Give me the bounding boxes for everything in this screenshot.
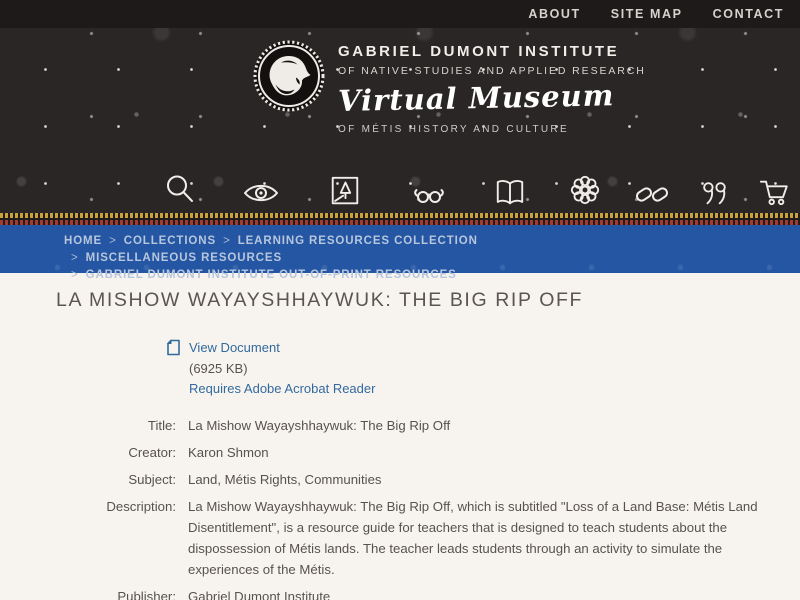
- breadcrumb-link[interactable]: MISCELLANEOUS RESOURCES: [85, 252, 283, 264]
- field-label: Publisher:: [117, 588, 176, 600]
- metadata-row: [56, 469, 760, 490]
- document-page-icon: [166, 339, 181, 356]
- field-value: Karon Shmon: [188, 444, 269, 460]
- open-book-icon: [493, 168, 527, 208]
- site-map-link[interactable]: SITE MAP: [610, 7, 683, 21]
- about-link[interactable]: ABOUT: [528, 7, 581, 21]
- metadata-row: [56, 415, 760, 436]
- breadcrumb-link[interactable]: COLLECTIONS: [123, 235, 217, 247]
- field-label: Description:: [106, 498, 176, 514]
- metadata-row: [56, 496, 760, 580]
- acrobat-reader-link[interactable]: Requires Adobe Acrobat Reader: [189, 381, 376, 396]
- breadcrumb-separator: >: [109, 235, 117, 247]
- metadata-list: [56, 415, 760, 600]
- page-title: LA MISHOW WAYAYSHHAYWUK: THE BIG RIP OFF: [56, 289, 584, 311]
- metadata-row: [56, 442, 760, 463]
- site-header: [0, 0, 800, 213]
- breadcrumb-item: [64, 250, 282, 267]
- breadcrumb-bar: [0, 225, 800, 281]
- brand-text: [338, 39, 646, 135]
- main-nav: [148, 168, 800, 213]
- eye-icon: [242, 168, 280, 208]
- field-value: La Mishow Wayayshhaywuk: The Big Rip Off, which is subtitled "Loss of a Land Base: Métis Land Disentitlement", is a resource guide for teachers that is designed to teach students about the dispossession of Métis lands. The teacher leads students through an activity to simulate the experiences of the Métis.: [188, 498, 758, 577]
- field-value: Land, Métis Rights, Communities: [188, 471, 382, 487]
- topbar: [0, 0, 800, 28]
- breadcrumb-link[interactable]: GABRIEL DUMONT INSTITUTE OUT-OF-PRINT RESOURCES: [85, 269, 457, 281]
- view-document-line: [166, 339, 760, 357]
- field-value: La Mishow Wayayshhaywuk: The Big Rip Off: [188, 417, 451, 433]
- quotation-marks-icon: [698, 168, 730, 208]
- breadcrumb-item: [102, 233, 216, 250]
- field-label: Creator:: [128, 444, 176, 460]
- glasses-icon: [410, 168, 448, 208]
- field-label: Title:: [147, 417, 176, 433]
- picture-frame-icon: [328, 168, 362, 208]
- nav-item-michif-tools[interactable]: [478, 168, 544, 213]
- beaded-separator: [0, 213, 800, 225]
- breadcrumb-separator: >: [71, 269, 79, 281]
- breadcrumb-link[interactable]: HOME: [64, 235, 103, 247]
- museum-tagline: OF MÉTIS HISTORY AND CULTURE: [338, 124, 569, 135]
- nav-item-shop[interactable]: [750, 168, 800, 213]
- breadcrumb-separator: >: [71, 252, 79, 264]
- institute-tagline: OF NATIVE STUDIES AND APPLIED RESEARCH: [338, 65, 646, 77]
- shopping-cart-icon: [758, 168, 792, 208]
- nav-item-search[interactable]: [148, 168, 212, 213]
- record-content: [0, 273, 800, 600]
- breadcrumb-link[interactable]: LEARNING RESOURCES COLLECTION: [237, 235, 478, 247]
- institute-name: GABRIEL DUMONT INSTITUTE: [338, 43, 620, 60]
- breadcrumb-separator: >: [223, 235, 231, 247]
- gabriel-dumont-logo-icon: [252, 39, 326, 113]
- brand[interactable]: [0, 28, 800, 135]
- contact-link[interactable]: CONTACT: [712, 7, 784, 21]
- breadcrumb-item: [64, 267, 457, 284]
- nav-item-exhibits[interactable]: [310, 168, 380, 213]
- view-document-link[interactable]: View Document: [189, 340, 280, 355]
- breadcrumb-item: [216, 233, 478, 250]
- metadata-row: [56, 586, 760, 600]
- document-block: [166, 339, 760, 398]
- beaded-flower-icon: [567, 168, 603, 208]
- field-label: Subject:: [128, 471, 176, 487]
- chain-links-icon: [634, 168, 670, 208]
- document-size: (6925 KB): [189, 360, 248, 376]
- nav-item-browse-collections[interactable]: [212, 168, 310, 213]
- search-icon: [162, 168, 198, 208]
- breadcrumb-item: [64, 233, 102, 250]
- field-value: Gabriel Dumont Institute: [188, 588, 331, 600]
- nav-item-learning-resources[interactable]: [381, 168, 478, 213]
- nav-item-links[interactable]: [626, 168, 678, 213]
- masthead: [0, 28, 800, 213]
- virtual-museum-wordmark: Virtual Museum: [337, 78, 615, 118]
- nav-item-back-to-batoche[interactable]: [543, 168, 625, 213]
- nav-item-citation-guide[interactable]: [678, 168, 750, 213]
